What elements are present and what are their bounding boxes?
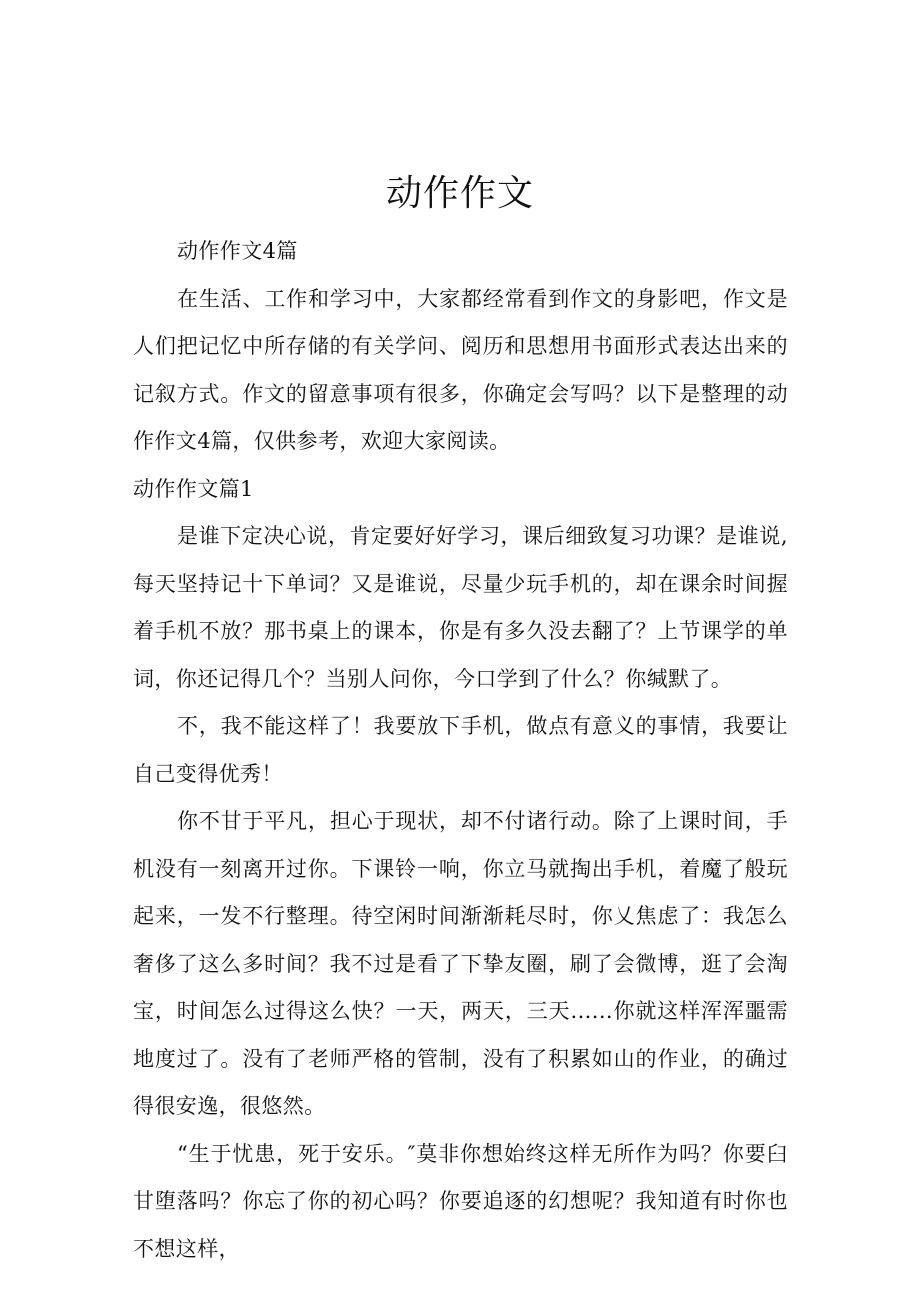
document-subtitle: 动作作文4篇 (177, 239, 298, 263)
body-paragraph: 是谁下定决心说，肯定要好好学习，课后细致复习功课？是谁说,每天坚持记十下单词？又是谁说，尽量少玩手机的，却在课余时间握着手机不放？那书桌上的课本，你是有多久没去翻了？上节课学的单词，你还记得几个？当别人问你，今口学到了什么？你缄默了。 (133, 524, 788, 691)
body-paragraph: 不，我不能这样了！我要放下手机，做点有意义的事情，我要让自己变得优秀！ (133, 714, 788, 786)
body-paragraph: 你不甘于平凡，担心于现状，却不付诸行动。除了上课时间，手机没有一刻离开过你。下课铃一响，你立马就掏出手机，着魔了般玩起来，一发不行整理。待空闲时间渐渐耗尽时，你乂焦虑了：我怎么奢侈了这么多时间？我不过是看了下挚友圈，刷了会微博，逛了会淘宝，时间怎么过得这么快？一天，两天，三天......你就这样浑浑噩需地度过了。没有了老师严格的管制，没有了积累如山的作业，的确过得很安逸，很悠然。 (133, 809, 788, 1118)
document-body (133, 228, 788, 1273)
body-paragraph: “生于忧患，死于安乐。″莫非你想始终这样无所作为吗？你要臼甘堕落吗？你忘了你的初心吗？你要追逐的幻想呢？我知道有时你也不想这样， (133, 1141, 788, 1261)
document-title: 动作作文 (385, 173, 534, 215)
section-heading: 动作作文篇1 (133, 476, 254, 501)
intro-paragraph: 在生活、工作和学习中，大家都经常看到作文的身影吧，作文是人们把记忆中所存储的有关学问、阅历和思想用书面形式表达出来的记叙方式。作文的留意事项有很多，你确定会写吗？以下是整理的动作作文4篇，仅供参考，欢迎大家阅读。 (133, 286, 788, 453)
